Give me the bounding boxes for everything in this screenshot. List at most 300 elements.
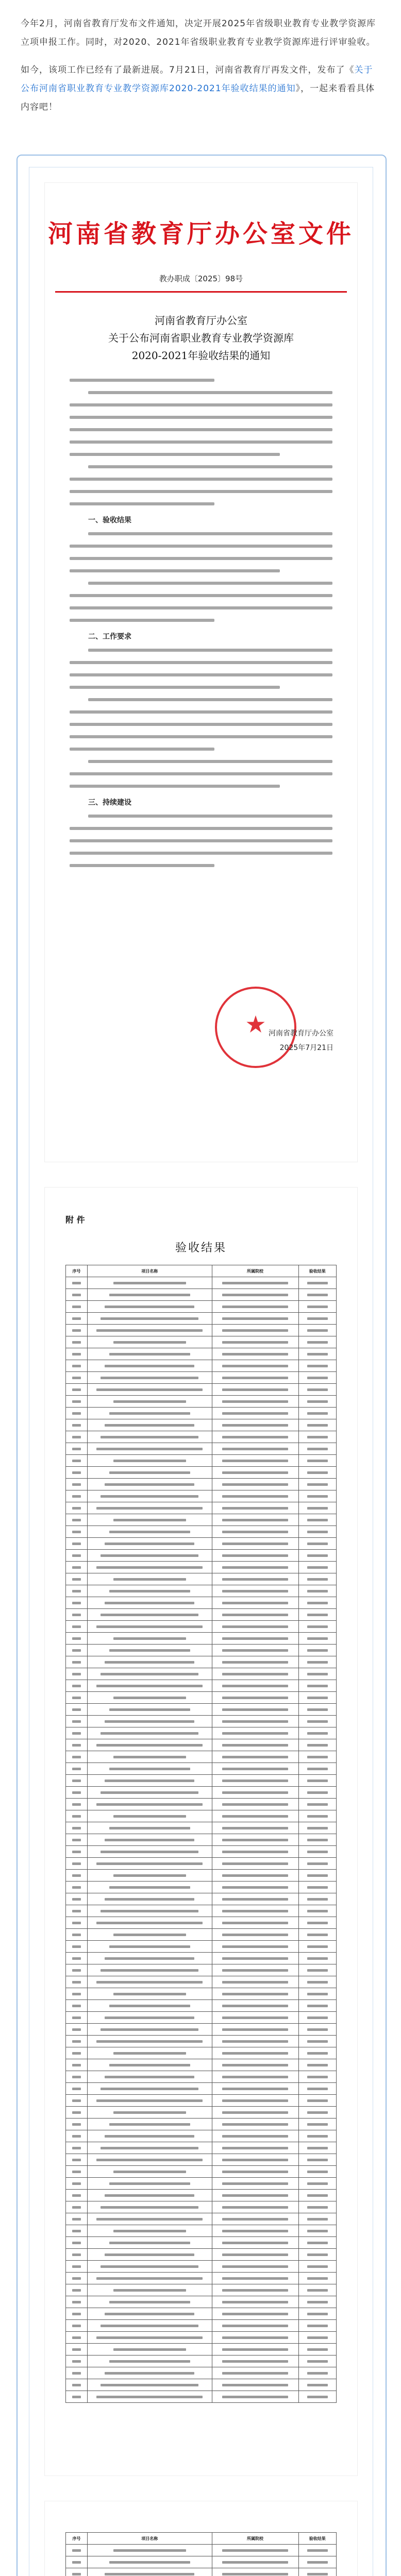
text-line <box>70 686 280 689</box>
illegible-text <box>222 1377 289 1379</box>
table-cell <box>298 2071 337 2083</box>
table-cell <box>66 1573 88 1585</box>
illegible-text <box>72 2384 81 2386</box>
illegible-text <box>307 1507 328 1510</box>
table-cell <box>66 1656 88 1668</box>
table-cell <box>298 2344 337 2355</box>
illegible-text <box>222 1448 289 1450</box>
table-cell <box>298 1419 337 1431</box>
table-cell <box>298 1538 337 1550</box>
table-cell <box>66 1680 88 1692</box>
illegible-text <box>222 2325 289 2327</box>
illegible-text <box>72 1424 81 1427</box>
illegible-text <box>96 2218 203 2221</box>
text-line <box>70 606 332 609</box>
illegible-text <box>72 2171 81 2173</box>
text-line <box>88 760 332 763</box>
table-cell <box>212 1289 298 1301</box>
illegible-text <box>222 2253 289 2256</box>
illegible-text <box>307 1519 328 1521</box>
table-cell <box>298 1846 337 1858</box>
table-cell <box>298 1893 337 1905</box>
table-cell <box>212 1467 298 1479</box>
col-header-index: 序号 <box>66 2533 88 2545</box>
table-row <box>66 1526 337 1538</box>
table-cell <box>212 2142 298 2154</box>
illegible-text <box>109 1353 190 1355</box>
table-row <box>66 1882 337 1893</box>
table-cell <box>66 2190 88 2201</box>
table-cell <box>298 2024 337 2036</box>
illegible-text <box>72 1827 81 1829</box>
illegible-text <box>72 2336 81 2339</box>
illegible-text <box>96 2159 203 2161</box>
table-row <box>66 1408 337 1419</box>
table-cell <box>298 2142 337 2154</box>
illegible-text <box>96 1625 203 1628</box>
table-cell <box>88 1431 212 1443</box>
table-cell <box>212 2545 298 2556</box>
illegible-text <box>307 2052 328 2055</box>
table-cell <box>212 1585 298 1597</box>
table-cell <box>298 2012 337 2024</box>
table-cell <box>212 1953 298 1964</box>
illegible-text <box>222 1697 289 1699</box>
table-cell <box>66 1538 88 1550</box>
illegible-text <box>307 1815 328 1818</box>
illegible-text <box>105 1543 194 1545</box>
illegible-text <box>222 2573 289 2575</box>
illegible-text <box>307 2016 328 2019</box>
table-row <box>66 1645 337 1656</box>
table-cell <box>298 1372 337 1384</box>
table-row <box>66 2332 337 2344</box>
illegible-text <box>307 2218 328 2221</box>
table-cell <box>212 2556 298 2568</box>
table-row <box>66 1419 337 1431</box>
illegible-text <box>96 1981 203 1984</box>
table-cell <box>88 1656 212 1668</box>
illegible-text <box>222 1294 289 1296</box>
illegible-text <box>222 1306 289 1308</box>
table-cell <box>298 2107 337 2119</box>
illegible-text <box>113 2052 186 2055</box>
illegible-text <box>307 1661 328 1664</box>
table-cell <box>212 1455 298 1467</box>
illegible-text <box>222 1945 289 1948</box>
illegible-text <box>222 1791 289 1794</box>
table-row <box>66 2142 337 2154</box>
table-cell <box>298 1526 337 1538</box>
illegible-text <box>307 2301 328 2303</box>
text-line <box>70 478 332 481</box>
table-row <box>66 1573 337 1585</box>
table-cell <box>212 2273 298 2284</box>
illegible-text <box>222 1282 289 1284</box>
illegible-text <box>72 2561 81 2564</box>
illegible-text <box>109 2561 190 2564</box>
illegible-text <box>307 2325 328 2327</box>
table-cell <box>298 2355 337 2367</box>
illegible-text <box>109 1649 190 1652</box>
table-cell <box>88 2166 212 2178</box>
illegible-text <box>222 2147 289 2149</box>
table-cell <box>212 1431 298 1443</box>
table-cell <box>298 1988 337 2000</box>
illegible-text <box>113 1637 186 1640</box>
table-cell <box>66 2119 88 2130</box>
illegible-text <box>307 2099 328 2102</box>
illegible-text <box>105 2573 194 2575</box>
table-cell <box>212 1893 298 1905</box>
table-header-row <box>66 1265 337 1277</box>
text-line <box>70 545 332 548</box>
illegible-text <box>307 2289 328 2292</box>
table-cell <box>88 1799 212 1810</box>
illegible-text <box>307 2384 328 2386</box>
table-cell <box>88 2308 212 2320</box>
illegible-text <box>222 2040 289 2043</box>
text-line <box>70 453 280 456</box>
intro-p2-after: 》，一起来看看具体内容吧！ <box>21 83 375 112</box>
table-cell <box>66 1526 88 1538</box>
table-cell <box>212 1360 298 1372</box>
illegible-text <box>222 2194 289 2197</box>
table-cell <box>66 1846 88 1858</box>
table-cell <box>66 2178 88 2190</box>
table-row <box>66 2036 337 2047</box>
document-number: 教办职成〔2025〕98号 <box>159 274 243 283</box>
illegible-text <box>101 1969 198 1972</box>
illegible-text <box>307 1922 328 1924</box>
illegible-text <box>105 2194 194 2197</box>
illegible-text <box>222 2076 289 2078</box>
table-cell <box>88 2225 212 2237</box>
table-cell <box>212 2355 298 2367</box>
table-cell <box>298 2273 337 2284</box>
illegible-text <box>113 2111 186 2114</box>
illegible-text <box>113 1815 186 1818</box>
illegible-text <box>72 1945 81 1948</box>
table-cell <box>212 1775 298 1787</box>
illegible-text <box>307 1839 328 1841</box>
illegible-text <box>222 1614 289 1616</box>
table-row <box>66 1704 337 1716</box>
col-header-project: 项目名称 <box>88 2533 212 2545</box>
table-cell <box>298 2568 337 2576</box>
table-cell <box>298 1550 337 1562</box>
illegible-text <box>101 2147 198 2149</box>
illegible-text <box>307 1708 328 1711</box>
table-cell <box>88 1573 212 1585</box>
table-cell <box>212 2261 298 2273</box>
table-cell <box>88 2391 212 2403</box>
illegible-text <box>72 2396 81 2398</box>
illegible-text <box>72 1306 81 1308</box>
table-cell <box>212 1905 298 1917</box>
table-row <box>66 2130 337 2142</box>
table-cell <box>66 2367 88 2379</box>
illegible-text <box>72 2549 81 2552</box>
illegible-text <box>222 1874 289 1877</box>
table-cell <box>212 1692 298 1704</box>
illegible-text <box>72 2289 81 2292</box>
table-row <box>66 1514 337 1526</box>
table-cell <box>66 2391 88 2403</box>
illegible-text <box>307 2348 328 2351</box>
table-cell <box>88 1408 212 1419</box>
table-cell <box>66 1929 88 1941</box>
table-cell <box>66 2568 88 2576</box>
illegible-text <box>72 1874 81 1877</box>
illegible-text <box>72 1862 81 1865</box>
table-row <box>66 2178 337 2190</box>
table-cell <box>66 2095 88 2107</box>
table-row <box>66 1905 337 1917</box>
illegible-text <box>72 2372 81 2375</box>
illegible-text <box>307 1614 328 1616</box>
table-cell <box>66 1384 88 1396</box>
intro-paragraph-2 <box>21 61 380 116</box>
table-cell <box>66 1739 88 1751</box>
illegible-text <box>222 1519 289 1521</box>
table-cell <box>66 1336 88 1348</box>
illegible-text <box>72 1448 81 1450</box>
table-cell <box>298 2237 337 2249</box>
illegible-text <box>307 1780 328 1782</box>
illegible-text <box>72 1602 81 1604</box>
illegible-text <box>222 1720 289 1723</box>
table-cell <box>298 1799 337 1810</box>
illegible-text <box>222 2336 289 2339</box>
table-cell <box>212 1727 298 1739</box>
table-cell <box>298 2047 337 2059</box>
table-cell <box>66 1716 88 1727</box>
table-cell <box>212 2249 298 2261</box>
table-cell <box>88 1609 212 1621</box>
table-cell <box>88 2036 212 2047</box>
col-header-school: 所属院校 <box>212 1265 298 1277</box>
table-cell <box>298 1727 337 1739</box>
table-cell <box>66 1822 88 1834</box>
illegible-text <box>109 1531 190 1533</box>
illegible-text <box>222 2301 289 2303</box>
table-cell <box>88 1396 212 1408</box>
illegible-text <box>72 2159 81 2161</box>
illegible-text <box>307 1365 328 1367</box>
table-cell <box>66 1810 88 1822</box>
table-cell <box>298 1633 337 1645</box>
illegible-text <box>72 2313 81 2315</box>
table-cell <box>298 1573 337 1585</box>
table-row <box>66 2355 337 2367</box>
table-cell <box>66 1668 88 1680</box>
table-cell <box>298 1490 337 1502</box>
table-row <box>66 1680 337 1692</box>
table-cell <box>298 2083 337 2095</box>
table-cell <box>298 1609 337 1621</box>
annex-title: 验收结果 <box>175 1242 227 1255</box>
table-cell <box>88 2024 212 2036</box>
illegible-text <box>72 1519 81 1521</box>
table-cell <box>212 2308 298 2320</box>
table-cell <box>298 2036 337 2047</box>
table-row <box>66 1609 337 1621</box>
table-row <box>66 2379 337 2391</box>
table-cell <box>88 2000 212 2012</box>
illegible-text <box>222 1317 289 1320</box>
illegible-text <box>72 1768 81 1770</box>
illegible-text <box>72 2325 81 2327</box>
signature-org: 河南省教育厅办公室 <box>269 1029 333 1038</box>
illegible-text <box>222 2218 289 2221</box>
illegible-text <box>307 2265 328 2268</box>
table-cell <box>88 1313 212 1325</box>
table-cell <box>66 2012 88 2024</box>
illegible-text <box>96 1922 203 1924</box>
table-row <box>66 1834 337 1846</box>
table-cell <box>212 1419 298 1431</box>
table-row <box>66 1384 337 1396</box>
illegible-text <box>307 2040 328 2043</box>
table-cell <box>212 2391 298 2403</box>
table-row <box>66 1929 337 1941</box>
table-cell <box>298 1941 337 1953</box>
illegible-text <box>101 1791 198 1794</box>
illegible-text <box>72 1993 81 1995</box>
table-cell <box>212 1917 298 1929</box>
table-cell <box>88 1562 212 1573</box>
text-line <box>70 403 332 406</box>
illegible-text <box>101 2088 198 2090</box>
illegible-text <box>72 2277 81 2280</box>
results-table-body <box>66 2545 337 2576</box>
table-cell <box>212 1408 298 1419</box>
table-row <box>66 1787 337 1799</box>
table-row <box>66 2166 337 2178</box>
table-cell <box>212 1396 298 1408</box>
table-cell <box>298 2213 337 2225</box>
table-cell <box>212 2059 298 2071</box>
table-cell <box>88 2568 212 2576</box>
text-line <box>70 416 332 419</box>
table-cell <box>88 2320 212 2332</box>
table-cell <box>66 2024 88 2036</box>
illegible-text <box>307 1744 328 1747</box>
table-cell <box>212 1716 298 1727</box>
table-cell <box>88 1585 212 1597</box>
table-cell <box>88 1550 212 1562</box>
table-row <box>66 2059 337 2071</box>
table-cell <box>66 2036 88 2047</box>
illegible-text <box>72 1317 81 1320</box>
illegible-text <box>96 2099 203 2102</box>
table-cell <box>298 2178 337 2190</box>
table-row <box>66 2119 337 2130</box>
table-cell <box>66 1692 88 1704</box>
table-row <box>66 1799 337 1810</box>
table-cell <box>88 2142 212 2154</box>
table-cell <box>66 1550 88 1562</box>
table-row <box>66 1479 337 1490</box>
illegible-text <box>307 2230 328 2232</box>
illegible-text <box>72 1803 81 1806</box>
table-cell <box>212 2237 298 2249</box>
table-cell <box>66 2059 88 2071</box>
illegible-text <box>222 2265 289 2268</box>
illegible-text <box>222 1910 289 1912</box>
table-cell <box>66 1490 88 1502</box>
table-cell <box>298 1751 337 1763</box>
illegible-text <box>101 2325 198 2327</box>
table-cell <box>66 2249 88 2261</box>
illegible-text <box>72 1815 81 1818</box>
illegible-text <box>72 2242 81 2244</box>
table-row <box>66 1763 337 1775</box>
table-cell <box>66 1834 88 1846</box>
illegible-text <box>222 1981 289 1984</box>
table-cell <box>88 1526 212 1538</box>
illegible-text <box>307 2549 328 2552</box>
illegible-text <box>72 1400 81 1403</box>
table-row <box>66 1692 337 1704</box>
table-cell <box>66 1419 88 1431</box>
illegible-text <box>105 1306 194 1308</box>
table-cell <box>298 1384 337 1396</box>
table-cell <box>298 1348 337 1360</box>
table-cell <box>88 2284 212 2296</box>
table-cell <box>88 2367 212 2379</box>
table-cell <box>88 2154 212 2166</box>
table-cell <box>66 2083 88 2095</box>
table-cell <box>298 1467 337 1479</box>
illegible-text <box>105 1483 194 1486</box>
table-cell <box>298 1408 337 1419</box>
table-cell <box>212 1597 298 1609</box>
table-cell <box>298 1775 337 1787</box>
illegible-text <box>109 2005 190 2007</box>
text-line <box>70 864 214 867</box>
table-cell <box>298 1336 337 1348</box>
illegible-text <box>105 1424 194 1427</box>
text-line <box>88 582 332 585</box>
illegible-text <box>307 2159 328 2161</box>
table-row <box>66 1739 337 1751</box>
table-cell <box>212 2225 298 2237</box>
illegible-text <box>72 1471 81 1474</box>
illegible-text <box>222 2396 289 2398</box>
illegible-text <box>72 2076 81 2078</box>
illegible-text <box>105 1661 194 1664</box>
illegible-text <box>105 2253 194 2256</box>
illegible-text <box>307 2313 328 2315</box>
illegible-text <box>113 1756 186 1758</box>
illegible-text <box>101 1673 198 1675</box>
illegible-text <box>222 1341 289 1344</box>
text-line <box>70 827 332 830</box>
table-row <box>66 2012 337 2024</box>
notice-link[interactable]: 关于公布河南省职业教育专业教学资源库2020-2021年验收结果的通知 <box>21 65 373 94</box>
table-cell <box>66 2201 88 2213</box>
table-cell <box>212 1336 298 1348</box>
illegible-text <box>105 2372 194 2375</box>
illegible-text <box>307 2171 328 2173</box>
illegible-text <box>222 1625 289 1628</box>
table-cell <box>88 1348 212 1360</box>
table-cell <box>66 1799 88 1810</box>
table-cell <box>88 2332 212 2344</box>
illegible-text <box>222 2242 289 2244</box>
